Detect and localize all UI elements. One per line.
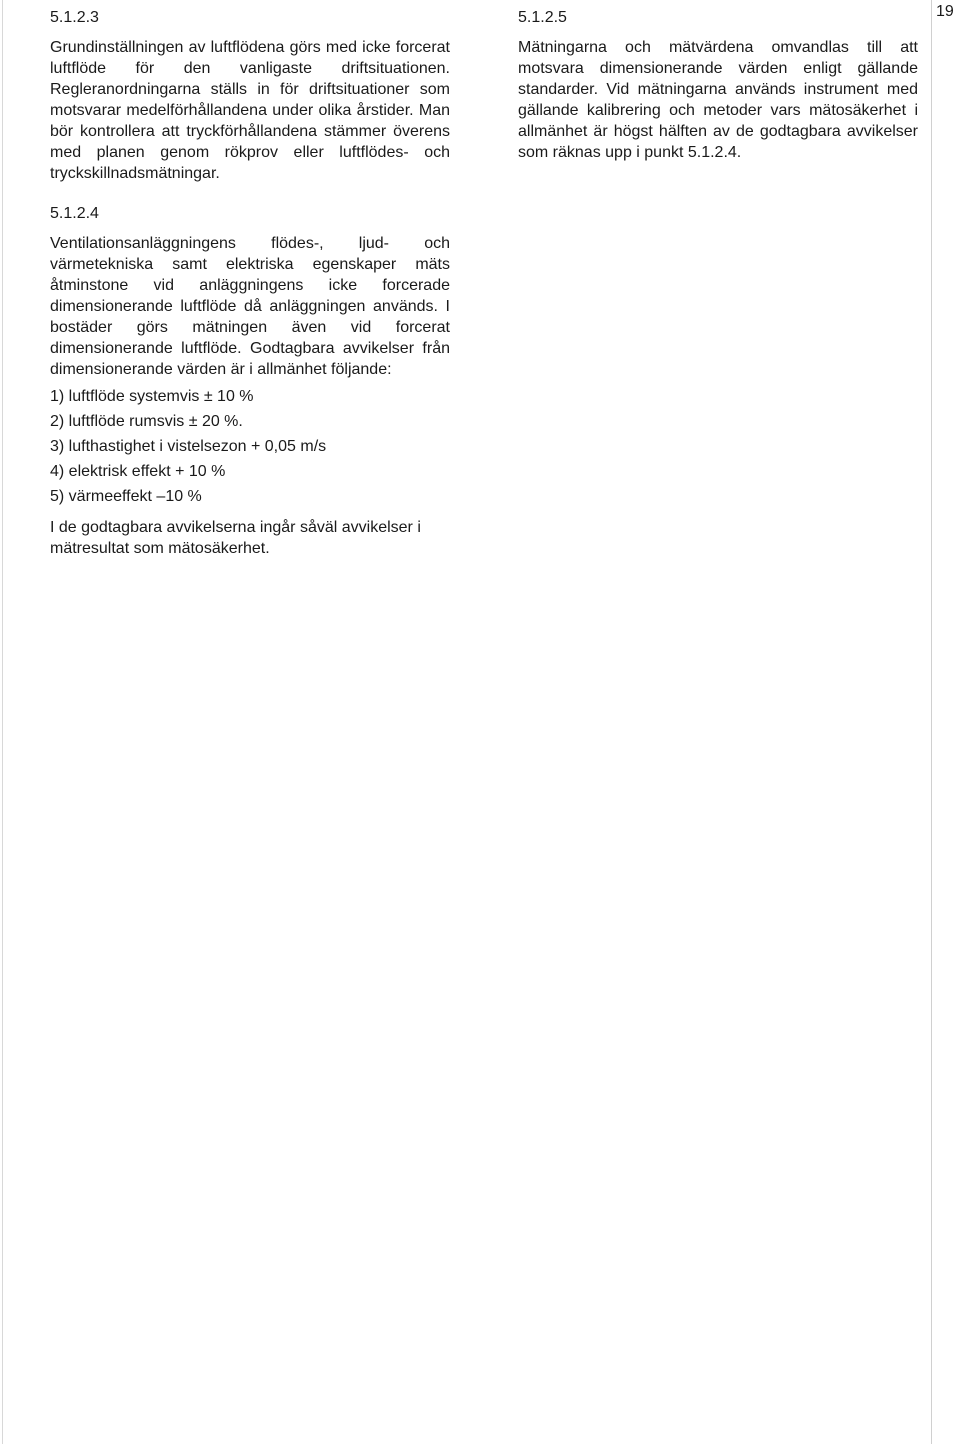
section-body: Grundinställningen av luftflödena görs med icke forcerat luftflöde för den vanligaste driftsituationen. Regleranordningarna ställs in för driftsituationer som motsvarar medelförhållandena under olika årstider. Man bör kontrollera att tryckförhållandena stämmer överens med planen genom rökprov eller luftflödes- och tryckskillnadsmätningar. <box>50 39 450 182</box>
page-border-left <box>2 0 3 1444</box>
section-number: 5.1.2.4 <box>50 205 99 222</box>
list-item: 1) luftflöde systemvis ± 10 % <box>50 388 254 405</box>
page-border-right <box>931 0 932 1444</box>
section-5-1-2-5 <box>518 8 918 163</box>
page-number: 19 <box>936 3 954 20</box>
section-number: 5.1.2.3 <box>50 9 99 26</box>
right-column <box>518 8 918 183</box>
left-column <box>50 8 450 579</box>
list-item: 2) luftflöde rumsvis ± 20 %. <box>50 413 243 430</box>
deviation-list <box>50 386 450 507</box>
section-5-1-2-3 <box>50 8 450 184</box>
section-5-1-2-4 <box>50 204 450 559</box>
list-item: 5) värmeeffekt –10 % <box>50 488 202 505</box>
section-number: 5.1.2.5 <box>518 9 567 26</box>
section-closing: I de godtagbara avvikelserna ingår såväl avvikelser i mätresultat som mätosäkerhet. <box>50 519 421 557</box>
list-item: 4) elektrisk effekt + 10 % <box>50 463 226 480</box>
section-body: Ventilationsanläggningens flödes-, ljud- och värmetekniska samt elektriska egenskaper mäts åtminstone vid anläggningens icke forcerade dimensionerande luftflöde då anläggningen används. I bostäder görs mätningen även vid forcerat dimensionerande luftflöde. Godtagbara avvikelser från dimensionerande värden är i allmänhet följande: <box>50 235 450 378</box>
section-body: Mätningarna och mätvärdena omvandlas till att motsvara dimensionerande värden enligt gällande standarder. Vid mätningarna används instrument med gällande kalibrering och metoder vars mätosäkerhet i allmänhet är högst hälften av de godtagbara avvikelser som räknas upp i punkt 5.1.2.4. <box>518 39 918 161</box>
list-item: 3) lufthastighet i vistelsezon + 0,05 m/s <box>50 438 327 455</box>
